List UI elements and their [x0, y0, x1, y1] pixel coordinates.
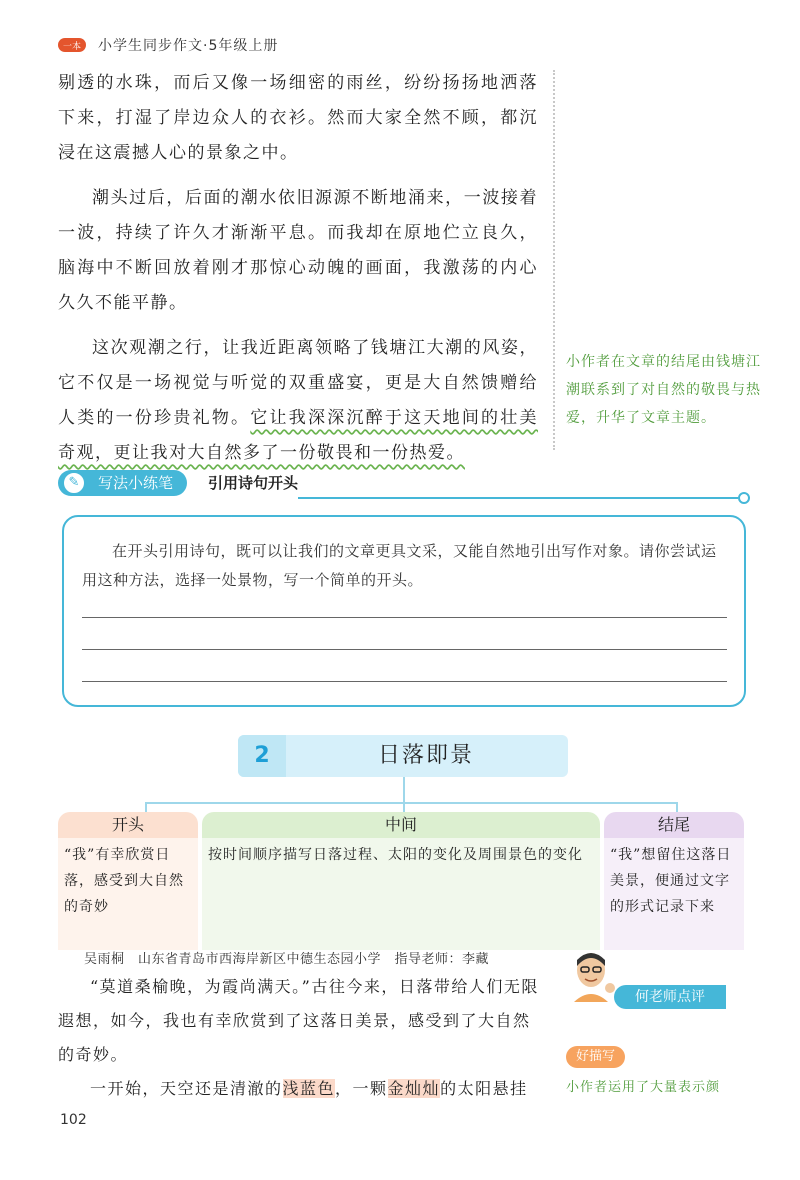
- structure-middle: [202, 812, 600, 950]
- teacher-avatar-icon: [566, 948, 616, 1002]
- writing-line[interactable]: [82, 649, 727, 650]
- practice-label-text: 写法小练笔: [98, 474, 174, 492]
- highlighted-word: 金灿灿: [387, 1079, 441, 1098]
- tree-connector: [145, 802, 677, 804]
- practice-section-header: [58, 470, 748, 498]
- book-title: 小学生同步作文·5年级上册: [98, 38, 279, 54]
- paragraph: 剔透的水珠，而后又像一场细密的雨丝，纷纷扬扬地洒落下来，打湿了岸边众人的衣衫。然而大家全然不顾，都沉浸在这震撼人心的景象之中。: [58, 73, 538, 163]
- margin-divider: [553, 70, 555, 450]
- writing-line[interactable]: [82, 617, 727, 618]
- structure-body: 按时间顺序描写日落过程、太阳的变化及周围景色的变化: [202, 838, 600, 950]
- tree-connector: [403, 777, 405, 803]
- teacher-note: 小作者运用了大量表示颜: [566, 1080, 721, 1095]
- writing-line[interactable]: [82, 681, 727, 682]
- text-run: 的太阳悬挂: [440, 1079, 528, 1098]
- highlighted-word: 浅蓝色: [282, 1079, 336, 1098]
- article-body: [58, 66, 538, 471]
- structure-body: “我”有幸欣赏日落，感受到大自然的奇妙: [58, 838, 198, 950]
- practice-label: [58, 470, 187, 496]
- text-run: 一开始，天空还是清澈的: [90, 1079, 283, 1098]
- teacher-comment-tag: 何老师点评: [614, 985, 726, 1009]
- structure-body: “我”想留住这落日美景，便通过文字的形式记录下来: [604, 838, 744, 950]
- closing-paragraph: [58, 331, 538, 471]
- divider: [298, 497, 738, 499]
- page-number: 102: [60, 1112, 87, 1128]
- side-comment: 小作者在文章的结尾由钱塘江潮联系到了对自然的敬畏与热爱，升华了文章主题。: [566, 354, 761, 426]
- structure-ending: [604, 812, 744, 950]
- essay-body: [58, 970, 543, 1106]
- practice-instruction: 在开头引用诗句，既可以让我们的文章更具文采，又能自然地引出写作对象。请你尝试运用这种方法，选择一处景物，写一个简单的开头。: [82, 542, 717, 589]
- essay-number: 2: [238, 735, 286, 777]
- practice-box: [62, 515, 746, 707]
- structure-head: 开头: [58, 812, 198, 838]
- page-header: [58, 34, 278, 56]
- structure-opening: [58, 812, 198, 950]
- good-description-tag: 好描写: [566, 1046, 625, 1068]
- structure-head: 结尾: [604, 812, 744, 838]
- text-run: ，一颗: [335, 1079, 388, 1098]
- essay-title: 日落即景: [378, 743, 475, 768]
- closing-plain: 这次观潮之行，让我近距离领略了钱塘江大潮的风姿，它不仅是一场视觉与听觉的双重盛宴，更是大自然馈赠给人类的一份珍贵礼物。: [58, 338, 538, 428]
- closing-underlined: 它让我深深沉醉于这天地间的壮美奇观，更让我对大自然多了一份敬畏和一份热爱。: [58, 408, 539, 463]
- pen-icon: ✎: [62, 471, 86, 495]
- essay-title-banner: [238, 735, 568, 777]
- divider-dot: [738, 492, 750, 504]
- structure-head: 中间: [202, 812, 600, 838]
- paragraph: 潮头过后，后面的潮水依旧源源不断地涌来，一波接着一波，持续了许久才渐渐平息。而我却在原地伫立良久，脑海中不断回放着刚才那惊心动魄的画面，我激荡的内心久久不能平静。: [58, 188, 538, 313]
- paragraph: “莫道桑榆晚，为霞尚满天。”古往今来，日落带给人们无限遐想，如今，我也有幸欣赏到了这落日美景，感受到了大自然的奇妙。: [58, 977, 539, 1064]
- paragraph: [58, 1072, 543, 1106]
- practice-subtitle: 引用诗句开头: [208, 474, 299, 492]
- book-logo: 一本: [58, 38, 86, 52]
- author-line: 吴雨桐 山东省青岛市西海岸新区中德生态园小学 指导老师：李藏: [84, 952, 490, 967]
